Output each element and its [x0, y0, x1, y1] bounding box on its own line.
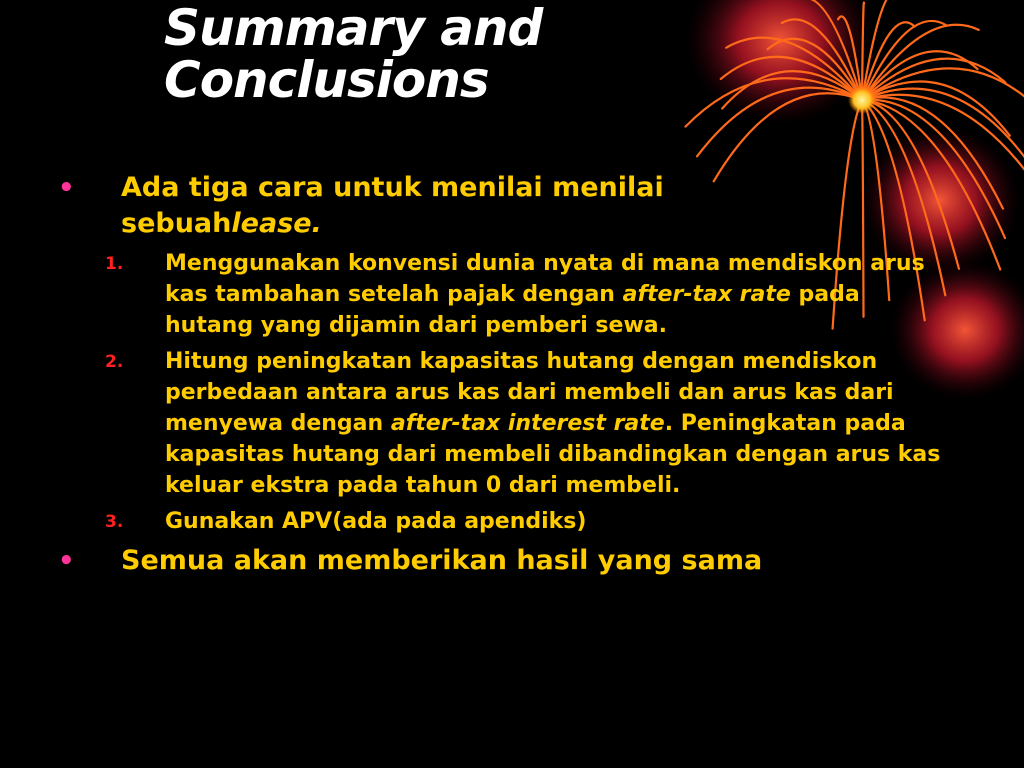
numbered-item [0, 506, 955, 537]
item-emphasis: after-tax interest rate [390, 411, 665, 436]
item-text: . Peningkatan pada kapasitas hutang dari membeli dibandingkan dengan arus kas keluar ekstra pada tahun 0 dari membeli. [165, 411, 941, 498]
bullet-text: Semua akan memberikan hasil yang sama [121, 545, 763, 576]
bullet-item [0, 543, 781, 579]
item-text: Menggunakan konvensi dunia nyata di mana mendiskon arus kas tambahan setelah pajak dengan [165, 251, 925, 307]
numbered-item [0, 346, 955, 501]
slide-title [164, 0, 543, 109]
numbered-item [0, 248, 955, 341]
item-text: Hitung peningkatan kapasitas hutang dengan mendiskon perbedaan antara arus kas dari membeli dan arus kas dari menyewa dengan [165, 349, 894, 436]
bullet-marker: • [58, 546, 75, 576]
firework-center [848, 86, 876, 114]
item-number: 1. [105, 254, 124, 274]
item-text: Gunakan APV(ada pada apendiks) [165, 509, 587, 534]
title-line-2: Conclusions [164, 51, 489, 109]
bullet-item [0, 170, 781, 242]
slide-content [0, 170, 1000, 585]
bullet-emphasis: lease. [231, 208, 322, 239]
item-text: pada hutang yang dijamin dari pemberi sewa. [165, 282, 860, 338]
title-line-1: Summary and [164, 0, 543, 57]
item-number: 2. [105, 352, 124, 372]
firework-ray [862, 59, 1005, 100]
bullet-marker: • [58, 173, 75, 203]
bullet-text: Ada tiga cara untuk menilai menilai sebuah [121, 172, 664, 239]
item-emphasis: after-tax rate [622, 282, 791, 307]
item-number: 3. [105, 512, 124, 532]
